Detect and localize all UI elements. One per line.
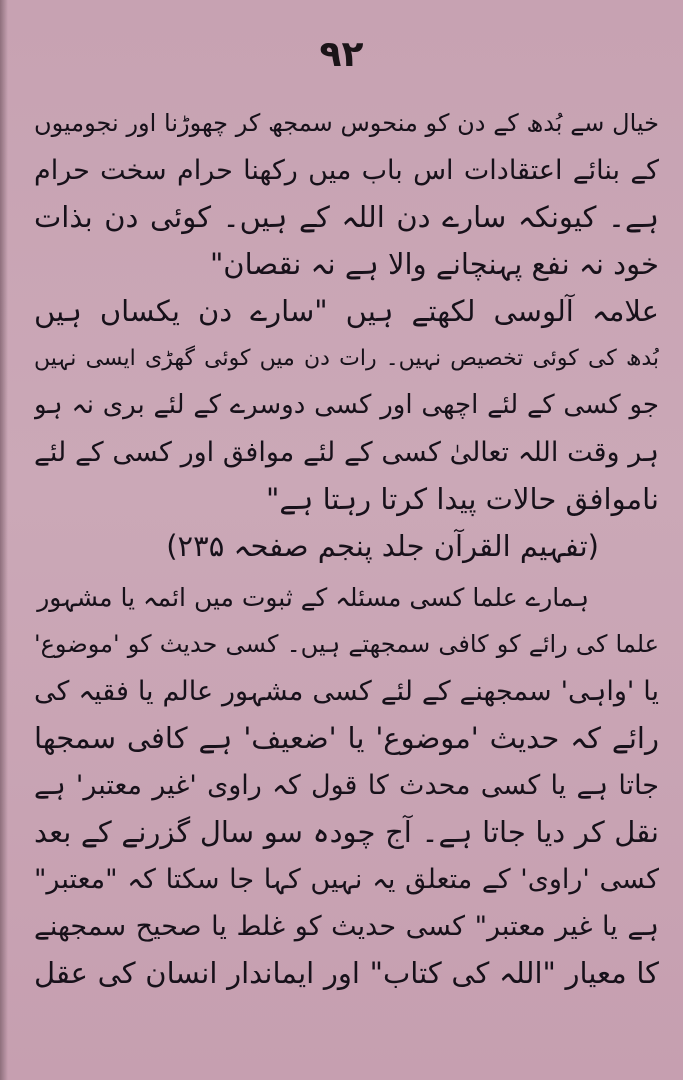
text-line-16: نقل کر دیا جاتا ہے۔ آج چودہ سو سال گزرنے کے بعد <box>34 815 659 849</box>
text-line-2: کے بنائے اعتقادات اس باب میں رکھنا حرام سخت حرام <box>34 155 659 186</box>
text-line-14: رائے کہ حدیث 'موضوع' یا 'ضعیف' ہے کافی سمجھا <box>34 721 659 755</box>
reference-citation: (تفہیم القرآن جلد پنجم صفحہ ۲۳۵) <box>166 529 599 563</box>
text-line-4: خود نہ نفع پہنچانے والا ہے نہ نقصان" <box>209 247 659 281</box>
page-number: ۹۲ <box>319 34 364 75</box>
text-line-11: ہمارے علما کسی مسئلہ کے ثبوت میں ائمہ یا مشہور <box>37 583 589 612</box>
text-line-18: ہے یا غیر معتبر" کسی حدیث کو غلط یا صحیح سمجھنے <box>34 911 659 942</box>
text-line-6: بُدھ کی کوئی تخصیص نہیں۔ رات دن میں کوئی گھڑی ایسی نہیں <box>34 346 659 371</box>
text-line-15: جاتا ہے یا کسی محدث کا قول کہ راوی 'غیر معتبر' ہے <box>34 770 659 801</box>
text-line-8: ہر وقت اللہ تعالیٰ کسی کے لئے موافق اور کسی کے لئے <box>34 437 659 468</box>
text-line-19: کا معیار "اللہ کی کتاب" اور ایماندار انسان کی عقل <box>34 956 659 990</box>
text-line-3: ہے۔ کیونکہ سارے دن اللہ کے ہیں۔ کوئی دن بذات <box>34 200 659 234</box>
text-line-12: علما کی رائے کو کافی سمجھتے ہیں۔ کسی حدیث کو 'موضوع' <box>34 630 659 658</box>
text-line-17: کسی 'راوی' کے متعلق یہ نہیں کہا جا سکتا کہ "معتبر" <box>34 864 659 895</box>
text-line-13: یا 'واہی' سمجھنے کے لئے کسی مشہور عالم یا فقیہ کی <box>34 676 659 707</box>
text-line-7: جو کسی کے لئے اچھی اور کسی دوسرے کے لئے بری نہ ہو <box>34 390 659 420</box>
text-line-1: خیال سے بُدھ کے دن کو منحوس سمجھ کر چھوڑنا اور نجومیوں <box>34 109 659 137</box>
text-line-5: علامہ آلوسی لکھتے ہیں "سارے دن یکساں ہیں <box>34 294 659 328</box>
page-binding-shadow <box>0 0 8 1080</box>
body-text <box>34 100 659 997</box>
text-line-9: ناموافق حالات پیدا کرتا رہتا ہے" <box>266 482 659 516</box>
